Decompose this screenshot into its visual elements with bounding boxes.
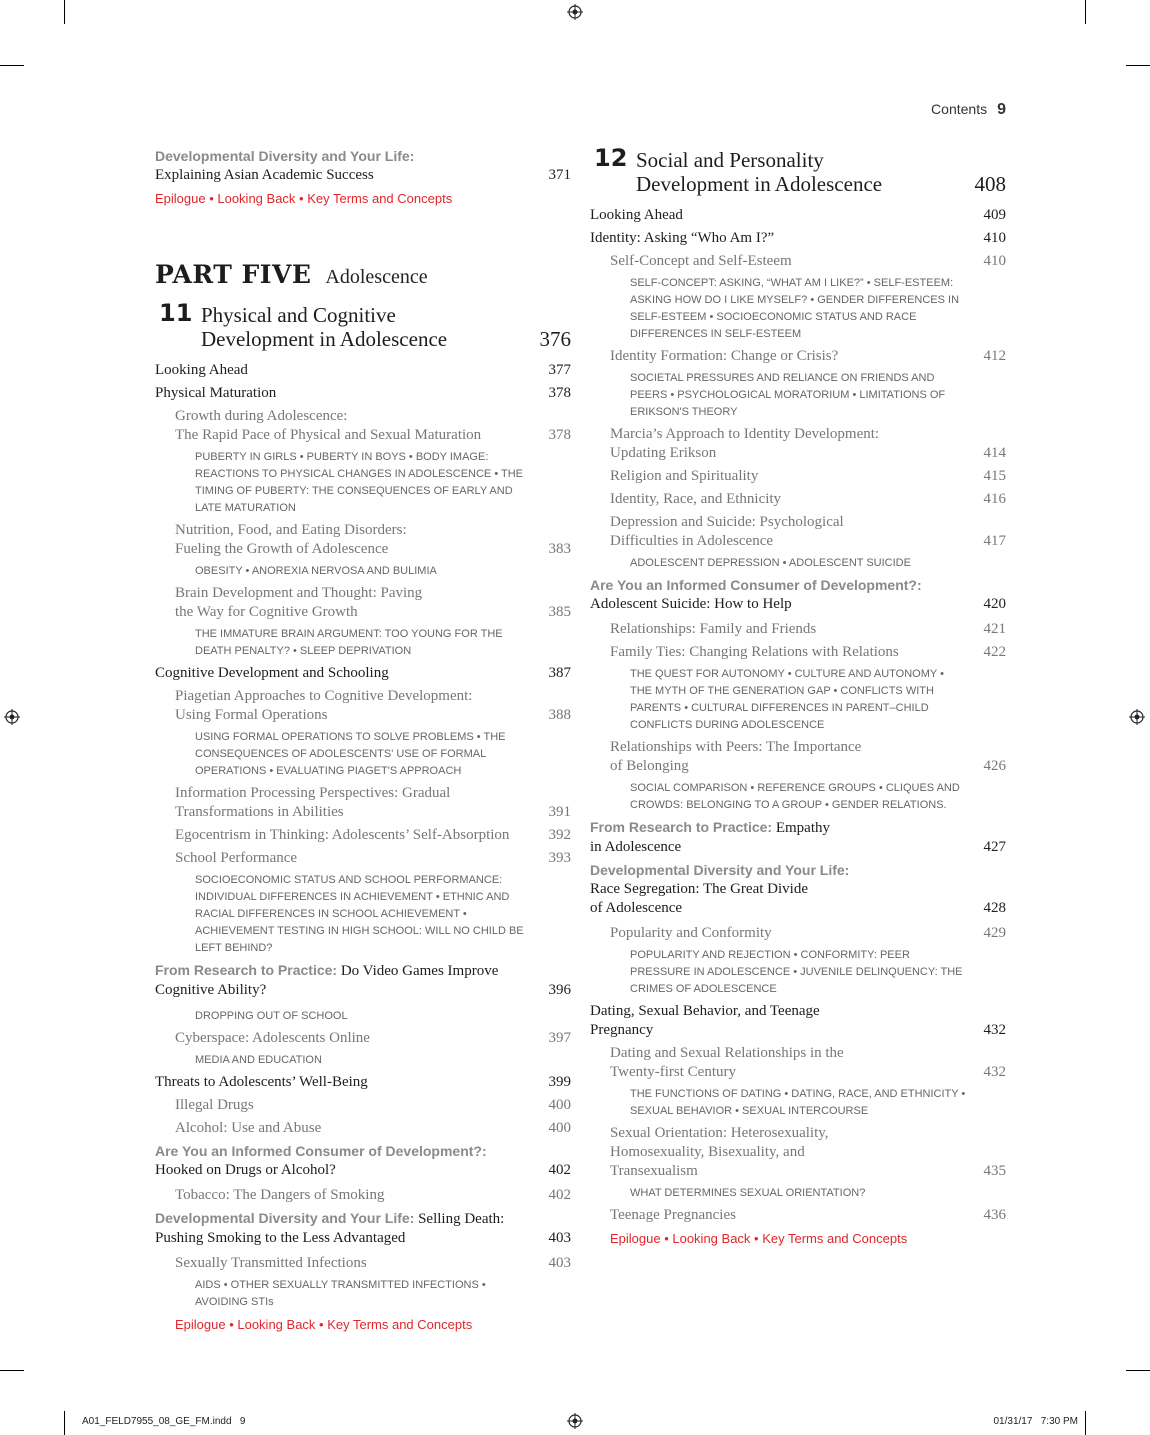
epilogue-line[interactable]: Epilogue • Looking Back • Key Terms and Concepts <box>155 191 453 206</box>
topic-list: SOCIOECONOMIC STATUS AND SCHOOL PERFORMANCE: INDIVIDUAL DIFFERENCES IN ACHIEVEMENT • ETHNIC AND RACIAL DIFFERENCES IN SCHOOL ACHIEVEMENT • ACHIEVEMENT TESTING IN HIGH SCHOOL: WILL NO CHILD BE LEFT BEHIND? <box>195 874 524 954</box>
toc-left-column <box>155 147 571 1338</box>
feature-title: Hooked on Drugs or Alcohol? <box>155 1162 336 1178</box>
feature-title: Selling Death: <box>418 1211 505 1227</box>
page-number: 409 <box>983 207 1006 223</box>
page-number: 416 <box>983 491 1006 507</box>
page-number: 392 <box>548 827 571 843</box>
toc-subentry[interactable] <box>175 687 571 725</box>
topic-list: USING FORMAL OPERATIONS TO SOLVE PROBLEMS • THE CONSEQUENCES OF ADOLESCENTS' USE OF FORMAL OPERATIONS • EVALUATING PIAGET'S APPROACH <box>195 731 506 777</box>
part-heading <box>155 260 571 289</box>
registration-mark-icon <box>567 1413 583 1429</box>
epilogue-line[interactable]: Epilogue • Looking Back • Key Terms and Concepts <box>610 1231 908 1246</box>
registration-mark-icon <box>4 709 20 725</box>
entry-title: Religion and Spirituality <box>610 468 759 484</box>
footer-file-name: A01_FELD7955_08_GE_FM.indd 9 <box>82 1416 246 1427</box>
toc-subentry[interactable] <box>175 1119 571 1138</box>
chapter-title-line: Social and Personality <box>636 148 824 172</box>
toc-subentry[interactable] <box>175 1096 571 1115</box>
topic-list: DROPPING OUT OF SCHOOL <box>195 1010 348 1022</box>
entry-title: Nutrition, Food, and Eating Disorders: <box>175 522 407 538</box>
chapter-page: 376 <box>539 327 571 351</box>
part-name: Adolescence <box>325 266 428 288</box>
page-number: 426 <box>983 758 1006 774</box>
feature-title: Race Segregation: The Great Divide <box>590 881 808 897</box>
toc-feature[interactable] <box>155 1209 571 1248</box>
entry-title: Self-Concept and Self-Esteem <box>610 253 792 269</box>
chapter-heading[interactable] <box>155 299 571 351</box>
topic-list: MEDIA AND EDUCATION <box>195 1054 322 1066</box>
page-number: 396 <box>548 982 571 998</box>
page-number: 385 <box>548 604 571 620</box>
page-number: 427 <box>983 839 1006 855</box>
page-number: 403 <box>548 1255 571 1271</box>
toc-subentry[interactable] <box>610 1124 1006 1181</box>
topic-list: SELF-CONCEPT: ASKING, “WHAT AM I LIKE?” • SELF-ESTEEM: ASKING HOW DO I LIKE MYSELF? • GENDER DIFFERENCES IN SELF-ESTEEM • SOCIOECONOMIC STATUS AND RACE DIFFERENCES IN SELF-ESTEEM <box>630 277 960 340</box>
page-number: 435 <box>983 1163 1006 1179</box>
page-number: 387 <box>548 665 571 681</box>
feature-title: Adolescent Suicide: How to Help <box>590 596 792 612</box>
entry-title: Physical Maturation <box>155 385 277 401</box>
toc-entry[interactable] <box>590 1002 1006 1040</box>
entry-title: Marcia’s Approach to Identity Development: <box>610 426 880 442</box>
crop-mark <box>0 1370 24 1371</box>
toc-subentry[interactable] <box>610 620 1006 639</box>
page-number: 402 <box>548 1187 571 1203</box>
page-number: 400 <box>548 1097 571 1113</box>
entry-title: Tobacco: The Dangers of Smoking <box>175 1187 385 1203</box>
toc-subentry[interactable] <box>610 467 1006 486</box>
entry-title: Updating Erikson <box>610 445 717 461</box>
toc-feature[interactable] <box>590 818 1006 857</box>
feature-label: Are You an Informed Consumer of Development?: <box>155 1143 487 1159</box>
toc-subentry[interactable] <box>610 1044 1006 1082</box>
feature-label: Developmental Diversity and Your Life: <box>155 148 415 164</box>
toc-subentry[interactable] <box>175 849 571 868</box>
entry-title: Fueling the Growth of Adolescence <box>175 541 389 557</box>
entry-title: Looking Ahead <box>590 207 683 223</box>
entry-title: Transexualism <box>610 1163 698 1179</box>
feature-label: Developmental Diversity and Your Life: <box>590 862 850 878</box>
feature-label: Are You an Informed Consumer of Development?: <box>590 577 922 593</box>
page-number: 397 <box>548 1030 571 1046</box>
entry-title: Looking Ahead <box>155 362 248 378</box>
entry-title: School Performance <box>175 850 298 866</box>
toc-subentry[interactable] <box>610 738 1006 776</box>
toc-feature[interactable] <box>590 861 1006 918</box>
chapter-title-line: Development in Adolescence <box>201 327 448 351</box>
topic-list: WHAT DETERMINES SEXUAL ORIENTATION? <box>630 1187 866 1199</box>
toc-subentry[interactable] <box>610 643 1006 662</box>
entry-title: Identity Formation: Change or Crisis? <box>610 348 839 364</box>
chapter-page: 408 <box>974 172 1006 196</box>
toc-entry[interactable] <box>155 1073 571 1092</box>
page-number: 429 <box>983 925 1006 941</box>
header-page-number: 9 <box>997 101 1006 118</box>
feature-label: From Research to Practice: <box>155 962 338 978</box>
entry-title: Piagetian Approaches to Cognitive Development: <box>175 688 473 704</box>
toc-entry[interactable] <box>155 361 571 380</box>
entry-title: Homosexuality, Bisexuality, and <box>610 1144 805 1160</box>
toc-subentry[interactable] <box>175 784 571 822</box>
toc-feature[interactable] <box>155 1142 571 1180</box>
page-number: 388 <box>548 707 571 723</box>
entry-title: Depression and Suicide: Psychological <box>610 514 844 530</box>
header-section: Contents <box>931 101 988 117</box>
page-number: 377 <box>548 362 571 378</box>
page-number: 428 <box>983 900 1006 916</box>
page-number: 383 <box>548 541 571 557</box>
entry-title: Egocentrism in Thinking: Adolescents’ Self-Absorption <box>175 827 510 843</box>
topic-list: PUBERTY IN GIRLS • PUBERTY IN BOYS • BODY IMAGE: REACTIONS TO PHYSICAL CHANGES IN ADOLESCENCE • THE TIMING OF PUBERTY: THE CONSEQUENCES OF EARLY AND LATE MATURATION <box>195 451 524 514</box>
page-number: 403 <box>548 1230 571 1246</box>
entry-title: Teenage Pregnancies <box>610 1207 736 1223</box>
entry-title: Information Processing Perspectives: Gradual <box>175 785 451 801</box>
toc-subentry[interactable] <box>610 513 1006 551</box>
topic-list: AIDS • OTHER SEXUALLY TRANSMITTED INFECTIONS • AVOIDING STIs <box>195 1279 486 1308</box>
page-number: 400 <box>548 1120 571 1136</box>
entry-title: Pregnancy <box>590 1022 654 1038</box>
page-number: 422 <box>983 644 1006 660</box>
page-number: 420 <box>983 596 1006 612</box>
chapter-title-line: Physical and Cognitive <box>201 303 396 327</box>
page-number: 402 <box>548 1162 571 1178</box>
chapter-number: 12 <box>594 144 628 172</box>
entry-title: Popularity and Conformity <box>610 925 772 941</box>
toc-subentry[interactable] <box>175 1186 571 1205</box>
entry-title: Dating, Sexual Behavior, and Teenage <box>590 1003 820 1019</box>
entry-title: the Way for Cognitive Growth <box>175 604 358 620</box>
entry-title: Sexual Orientation: Heterosexuality, <box>610 1125 829 1141</box>
topic-list: SOCIAL COMPARISON • REFERENCE GROUPS • CLIQUES AND CROWDS: BELONGING TO A GROUP • GENDER RELATIONS. <box>630 782 960 811</box>
feature-title: Do Video Games Improve <box>340 963 499 979</box>
toc-entry[interactable] <box>590 229 1006 248</box>
feature-title: of Adolescence <box>590 900 683 916</box>
toc-subentry[interactable] <box>175 826 571 845</box>
chapter-number: 11 <box>159 299 193 327</box>
footer-timestamp: 01/31/17 7:30 PM <box>993 1416 1078 1427</box>
entry-title: Cyberspace: Adolescents Online <box>175 1030 370 1046</box>
entry-title: Sexually Transmitted Infections <box>175 1255 367 1271</box>
entry-title: Dating and Sexual Relationships in the <box>610 1045 844 1061</box>
page-number: 414 <box>983 445 1006 461</box>
topic-list: POPULARITY AND REJECTION • CONFORMITY: PEER PRESSURE IN ADOLESCENCE • JUVENILE DELINQUENCY: THE CRIMES OF ADOLESCENCE <box>630 949 963 995</box>
entry-title: of Belonging <box>610 758 689 774</box>
toc-entry[interactable] <box>155 384 571 403</box>
entry-title: Identity: Asking “Who Am I?” <box>590 230 775 246</box>
feature-title: Cognitive Ability? <box>155 982 267 998</box>
topic-list: THE FUNCTIONS OF DATING • DATING, RACE, AND ETHNICITY • SEXUAL BEHAVIOR • SEXUAL INTERCOURSE <box>630 1088 966 1117</box>
crop-mark <box>64 1411 65 1435</box>
entry-title: Relationships: Family and Friends <box>610 621 817 637</box>
chapter-title-line: Development in Adolescence <box>636 172 883 196</box>
toc-subentry[interactable] <box>175 407 571 445</box>
page-number: 378 <box>548 385 571 401</box>
toc-subentry[interactable] <box>610 924 1006 943</box>
page-number: 371 <box>548 167 571 183</box>
topic-list: SOCIETAL PRESSURES AND RELIANCE ON FRIENDS AND PEERS • PSYCHOLOGICAL MORATORIUM • LIMITATIONS OF ERIKSON'S THEORY <box>630 372 946 418</box>
entry-title: Illegal Drugs <box>175 1097 254 1113</box>
page-number: 417 <box>983 533 1006 549</box>
crop-mark <box>0 65 24 66</box>
page-number: 432 <box>983 1022 1006 1038</box>
entry-title: Difficulties in Adolescence <box>610 533 774 549</box>
crop-mark <box>1085 0 1086 24</box>
feature-label: From Research to Practice: <box>590 819 773 835</box>
feature-title: Explaining Asian Academic Success <box>155 167 374 183</box>
crop-mark <box>1126 65 1150 66</box>
toc-feature[interactable] <box>155 147 571 185</box>
feature-label: Developmental Diversity and Your Life: <box>155 1210 415 1226</box>
page-number: 432 <box>983 1064 1006 1080</box>
toc-subentry[interactable] <box>175 1254 571 1273</box>
page-number: 421 <box>983 621 1006 637</box>
running-header <box>931 101 1006 119</box>
entry-title: Threats to Adolescents’ Well-Being <box>155 1074 368 1090</box>
chapter-heading[interactable] <box>590 144 1006 196</box>
toc-feature[interactable] <box>590 576 1006 614</box>
toc-subentry[interactable] <box>610 1206 1006 1225</box>
toc-subentry[interactable] <box>610 425 1006 463</box>
feature-title: Empathy <box>775 820 830 836</box>
toc-subentry[interactable] <box>610 347 1006 366</box>
toc-subentry[interactable] <box>610 490 1006 509</box>
entry-title: Family Ties: Changing Relations with Relations <box>610 644 899 660</box>
toc-feature[interactable] <box>155 961 571 1000</box>
entry-title: Cognitive Development and Schooling <box>155 665 389 681</box>
feature-title: Pushing Smoking to the Less Advantaged <box>155 1230 406 1246</box>
part-label: PART FIVE <box>155 260 312 289</box>
toc-entry[interactable] <box>155 664 571 683</box>
toc-subentry[interactable] <box>175 584 571 622</box>
page-number: 378 <box>548 427 571 443</box>
toc-right-column <box>590 144 1006 1252</box>
page-number: 412 <box>983 348 1006 364</box>
entry-title: Transformations in Abilities <box>175 804 344 820</box>
page-number: 436 <box>983 1207 1006 1223</box>
toc-subentry[interactable] <box>175 1029 571 1048</box>
toc-subentry[interactable] <box>610 252 1006 271</box>
page-number: 410 <box>983 253 1006 269</box>
toc-subentry[interactable] <box>175 521 571 559</box>
topic-list: ADOLESCENT DEPRESSION • ADOLESCENT SUICIDE <box>630 557 911 569</box>
topic-list: THE IMMATURE BRAIN ARGUMENT: TOO YOUNG FOR THE DEATH PENALTY? • SLEEP DEPRIVATION <box>195 628 503 657</box>
page-number: 399 <box>548 1074 571 1090</box>
entry-title: Using Formal Operations <box>175 707 328 723</box>
crop-mark <box>64 0 65 24</box>
page-number: 393 <box>548 850 571 866</box>
topic-list: OBESITY • ANOREXIA NERVOSA AND BULIMIA <box>195 565 437 577</box>
crop-mark <box>1126 1370 1150 1371</box>
toc-entry[interactable] <box>590 206 1006 225</box>
epilogue-line[interactable]: Epilogue • Looking Back • Key Terms and Concepts <box>175 1317 473 1332</box>
entry-title: Alcohol: Use and Abuse <box>175 1120 322 1136</box>
entry-title: Growth during Adolescence: <box>175 408 348 424</box>
entry-title: The Rapid Pace of Physical and Sexual Maturation <box>175 427 482 443</box>
entry-title: Identity, Race, and Ethnicity <box>610 491 782 507</box>
entry-title: Brain Development and Thought: Paving <box>175 585 423 601</box>
registration-mark-icon <box>1129 709 1145 725</box>
page-number: 410 <box>983 230 1006 246</box>
crop-mark <box>1085 1411 1086 1435</box>
feature-title: in Adolescence <box>590 839 682 855</box>
registration-mark-icon <box>567 4 583 20</box>
entry-title: Relationships with Peers: The Importance <box>610 739 862 755</box>
page-number: 415 <box>983 468 1006 484</box>
page-number: 391 <box>548 804 571 820</box>
entry-title: Twenty-first Century <box>610 1064 737 1080</box>
topic-list: THE QUEST FOR AUTONOMY • CULTURE AND AUTONOMY • THE MYTH OF THE GENERATION GAP • CONFLICTS WITH PARENTS • CULTURAL DIFFERENCES IN PARENT–CHILD CONFLICTS DURING ADOLESCENCE <box>630 668 944 731</box>
